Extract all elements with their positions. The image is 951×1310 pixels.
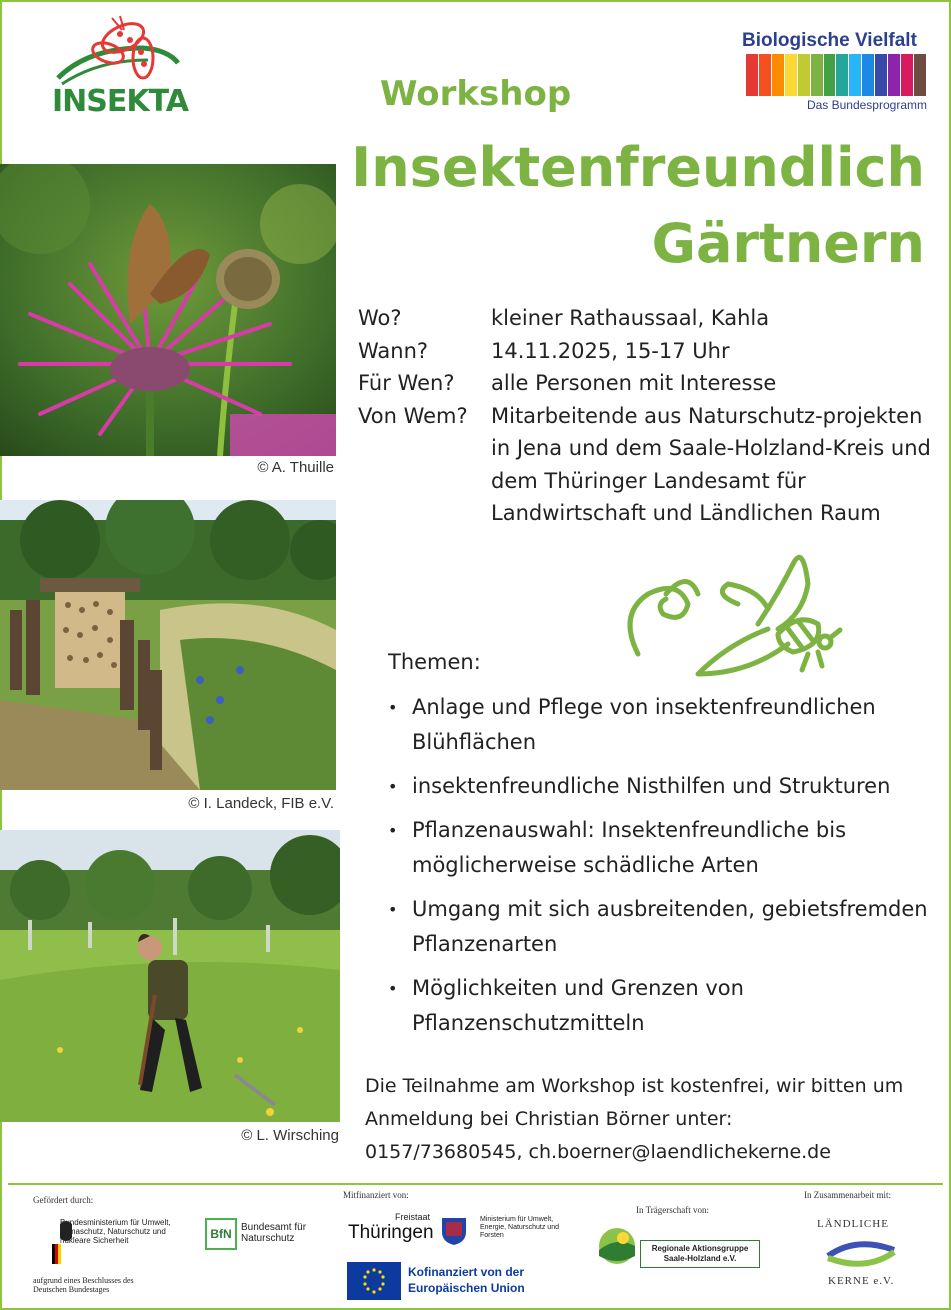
- freistaat-label: Freistaat: [395, 1212, 431, 1222]
- bv-color-bar: [811, 54, 823, 96]
- theme-text: Möglichkeiten und Grenzen von Pflanzenschutzmitteln: [412, 976, 744, 1035]
- list-item: [382, 769, 942, 804]
- title-line-1: Insektenfreundlich: [351, 136, 925, 199]
- bullet-icon: •: [388, 821, 398, 840]
- photo-butterfly: [0, 164, 336, 456]
- eu-cofinanced-label: Kofinanziert von der Europäischen Union: [408, 1265, 525, 1295]
- footer-traeger-label: In Trägerschaft von:: [636, 1205, 709, 1215]
- info-value-by-whom: Mitarbeitende aus Naturschutz-projekten in Jena und dem Saale-Holzland-Kreis und dem Thüringer Landesamt für Landwirtschaft und Ländlichen Raum: [491, 403, 931, 525]
- list-item: [382, 892, 942, 962]
- thueringen-label: Thüringen: [348, 1222, 434, 1243]
- bv-title: Biologische Vielfalt: [742, 30, 917, 51]
- info-value-where: kleiner Rathaussaal, Kahla: [491, 306, 770, 330]
- bv-color-bar: [836, 54, 848, 96]
- bv-color-bar: [849, 54, 861, 96]
- theme-text: Umgang mit sich ausbreitenden, gebietsfremden Pflanzenarten: [412, 897, 928, 956]
- note-line-2: Anmeldung bei Christian Börner unter:: [365, 1108, 733, 1130]
- bv-color-bar: [824, 54, 836, 96]
- bv-color-bar: [888, 54, 900, 96]
- bv-color-bar: [875, 54, 887, 96]
- photo-caption-3: © L. Wirsching: [241, 1127, 339, 1144]
- bullet-icon: •: [388, 979, 398, 998]
- title-line-2: Gärtnern: [651, 212, 925, 275]
- rag-logo-icon: [597, 1226, 637, 1266]
- info-row-when: [358, 335, 938, 368]
- bullet-icon: •: [388, 900, 398, 919]
- event-info: [358, 302, 938, 530]
- workshop-kicker: Workshop: [380, 74, 572, 114]
- info-value-for-whom: alle Personen mit Interesse: [491, 371, 777, 395]
- themes-list: [382, 690, 942, 1050]
- laendliche-kerne-bottom: KERNE e.V.: [828, 1275, 895, 1287]
- theme-text: Pflanzenauswahl: Insektenfreundliche bis möglicherweise schädliche Arten: [412, 818, 847, 877]
- info-row-by-whom: [358, 400, 938, 530]
- insekta-logo-text: INSEKTA: [52, 84, 188, 119]
- bullet-icon: •: [388, 777, 398, 796]
- bfn-logo: BfN: [205, 1218, 237, 1250]
- theme-text: Anlage und Pflege von insektenfreundlichen Blühflächen: [412, 695, 876, 754]
- bv-color-bar: [785, 54, 797, 96]
- bee-icon: [618, 534, 843, 684]
- note-line-3[interactable]: 0157/73680545, ch.boerner@laendlichekerne.de: [365, 1141, 831, 1163]
- info-label-where: Wo?: [358, 306, 402, 330]
- themes-title: Themen:: [388, 650, 481, 674]
- info-label-by-whom: Von Wem?: [358, 403, 468, 428]
- bv-color-bar: [798, 54, 810, 96]
- insekta-logo: [48, 8, 188, 118]
- footer-zusammen-label: In Zusammenarbeit mit:: [804, 1190, 891, 1200]
- footer-gefoerdert-label: Gefördert durch:: [33, 1195, 94, 1205]
- photo-meadow-worker: [0, 830, 340, 1122]
- info-label-when: Wann?: [358, 338, 429, 363]
- ladybug-wing-icon: [48, 8, 188, 88]
- bv-subtitle: Das Bundesprogramm: [806, 98, 927, 112]
- theme-text: insektenfreundliche Nisthilfen und Strukturen: [412, 774, 891, 798]
- footer-divider: [8, 1183, 943, 1185]
- bv-color-bar: [901, 54, 913, 96]
- bv-color-bar: [862, 54, 874, 96]
- bmu-label: Bundesministerium für Umwelt, Klimaschutz, Naturschutz und nukleare Sicherheit: [60, 1218, 171, 1245]
- info-row-where: [358, 302, 938, 335]
- bv-color-bars: [746, 54, 927, 96]
- thueringen-crest-icon: [440, 1216, 468, 1246]
- bv-color-bar: [746, 54, 758, 96]
- photo-insect-hotel: [0, 500, 336, 790]
- thueringen-ministry-label: Ministerium für Umwelt, Energie, Naturschutz und Forsten: [480, 1216, 559, 1239]
- info-label-for-whom: Für Wen?: [358, 371, 455, 395]
- bullet-icon: •: [388, 698, 398, 717]
- eu-flag-icon: [347, 1262, 401, 1300]
- bundestag-label: aufgrund eines Beschlusses des Deutschen Bundestages: [33, 1276, 134, 1294]
- list-item: [382, 813, 942, 883]
- rag-label: Regionale Aktionsgruppe Saale-Holzland e.V.: [640, 1240, 760, 1268]
- bv-color-bar: [759, 54, 771, 96]
- footer-mitfinanziert-label: Mitfinanziert von:: [343, 1190, 409, 1200]
- info-value-when: 14.11.2025, 15-17 Uhr: [491, 338, 730, 363]
- bv-color-bar: [914, 54, 926, 96]
- bfn-label: Bundesamt für Naturschutz: [241, 1222, 307, 1244]
- list-item: [382, 690, 942, 760]
- laendliche-kerne-logo-icon: [826, 1236, 896, 1270]
- photo-caption-1: © A. Thuille: [257, 459, 334, 476]
- info-row-for-whom: [358, 367, 938, 400]
- page-title: [351, 130, 925, 282]
- photo-caption-2: © I. Landeck, FIB e.V.: [188, 795, 334, 812]
- note-line-1: Die Teilnahme am Workshop ist kostenfrei, wir bitten um: [365, 1075, 904, 1097]
- biologische-vielfalt-logo: [742, 30, 927, 115]
- laendliche-kerne-top: LÄNDLICHE: [817, 1218, 889, 1230]
- registration-note: [365, 1070, 945, 1169]
- bv-color-bar: [772, 54, 784, 96]
- list-item: [382, 971, 942, 1041]
